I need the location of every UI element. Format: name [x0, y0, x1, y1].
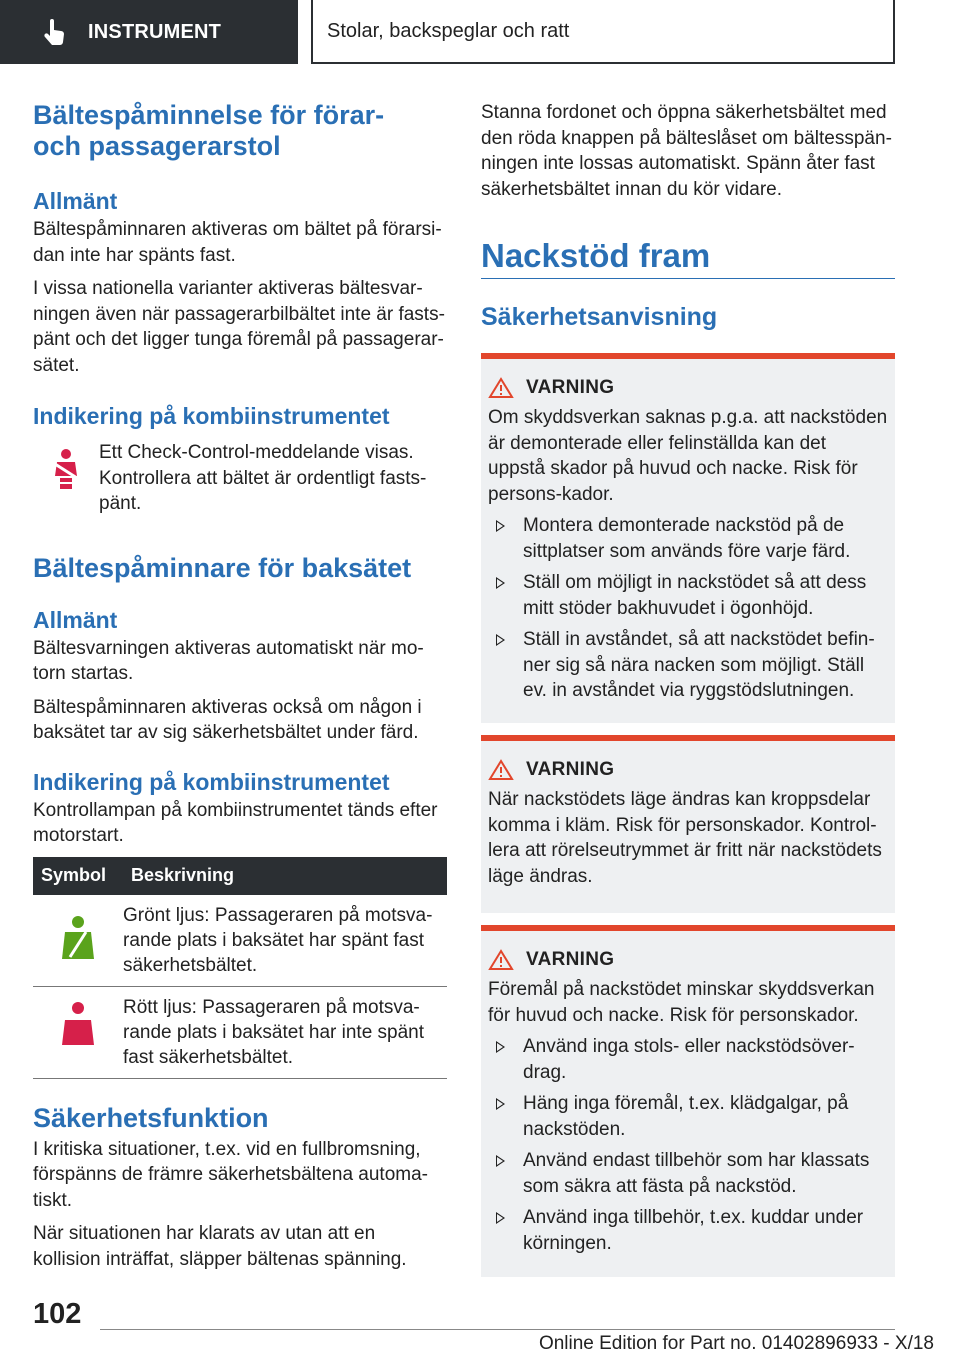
- triangle-bullet-icon: [496, 1041, 505, 1053]
- warning-triangle-icon: [488, 759, 514, 781]
- list-item: [481, 570, 895, 621]
- table-row: [33, 986, 447, 1078]
- paragraph: I kritiska situationer, t.ex. vid en fullbromsning, förspänns de främre säkerhetsbältena automa-tiskt.: [33, 1138, 428, 1211]
- triangle-bullet-icon: [496, 577, 505, 589]
- list-item-text: Använd endast tillbehör som har klassats som säkra att fästa på nackstöd.: [523, 1150, 870, 1197]
- triangle-bullet-icon: [496, 1155, 505, 1167]
- triangle-bullet-icon: [496, 1098, 505, 1110]
- list-item-text: Använd inga stols- eller nackstödsöver-drag.: [523, 1036, 855, 1083]
- list-item-text: Häng inga föremål, t.ex. klädgalgar, på nackstöden.: [523, 1093, 849, 1140]
- warning-title: VARNING: [526, 949, 615, 970]
- warning-list: [481, 1034, 895, 1256]
- table-header-row: [33, 857, 447, 895]
- triangle-bullet-icon: [496, 1212, 505, 1224]
- list-item-text: Använd inga tillbehör, t.ex. kuddar under körningen.: [523, 1207, 864, 1254]
- list-item: [481, 1205, 895, 1256]
- red-seatbelt-icon: [33, 986, 123, 1078]
- page-header: [0, 0, 960, 66]
- left-column: [33, 100, 447, 1272]
- paragraph: När situationen har klarats av utan att en kollision inträffat, släpper bältenas spänning.: [33, 1223, 407, 1270]
- section-heading-belt-reminder-front: Bältespåminnelse för förar- och passagerarstol: [33, 100, 385, 161]
- check-control-block: [33, 440, 447, 517]
- list-item-text: Montera demonterade nackstöd på de sittplatser som används före varje färd.: [523, 515, 851, 562]
- warning-triangle-icon: [488, 949, 514, 971]
- subheading-instrument-indication: Indikering på kombiinstrumentet: [33, 768, 390, 795]
- list-item-text: Ställ om möjligt in nackstödet så att dess mitt stöder bakhuvudet i ögonhöjd.: [523, 572, 867, 619]
- subheading-instrument-indication: Indikering på kombiinstrumentet: [33, 403, 390, 429]
- header-chapter-label: INSTRUMENT: [88, 20, 222, 43]
- title-rule: [481, 278, 895, 279]
- section-title-front-headrest: Nackstöd fram: [481, 237, 711, 274]
- header-topic-box: [311, 0, 895, 64]
- paragraph: I vissa nationella varianter aktiveras bältesvar-ningen även när passagerarbilbältet inte är fasts-pänt och det ligger tunga föremål på passagerar-sätet.: [33, 278, 445, 376]
- warning-box-3: [481, 925, 895, 1277]
- green-seatbelt-icon: [33, 895, 123, 987]
- paragraph: Bältesvarningen aktiveras automatiskt när mo-torn startas.: [33, 637, 424, 684]
- paragraph: Bältespåminnaren aktiveras också om någon i baksätet tar av sig säkerhetsbältet under färd.: [33, 696, 422, 743]
- subheading-general: Allmänt: [33, 606, 118, 633]
- table-header-description: Beskrivning: [123, 857, 447, 895]
- right-column: [481, 100, 895, 1277]
- table-header-symbol: Symbol: [33, 857, 123, 895]
- warning-triangle-icon: [488, 377, 514, 399]
- page-number: 102: [33, 1298, 82, 1330]
- paragraph: Ett Check-Control-meddelande visas. Kontrollera att bältet är ordentligt fasts-pänt.: [99, 442, 427, 514]
- list-item: [481, 1034, 895, 1085]
- warning-title: VARNING: [526, 759, 615, 780]
- triangle-bullet-icon: [496, 520, 505, 532]
- list-item: [481, 1148, 895, 1199]
- warning-title: VARNING: [526, 377, 615, 398]
- subheading-safety-notice: Säkerhetsanvisning: [481, 303, 718, 331]
- triangle-bullet-icon: [496, 634, 505, 646]
- section-heading-rear-belt-reminder: Bältespåminnare för baksätet: [33, 552, 412, 583]
- header-topic-label: Stolar, backspeglar och ratt: [327, 19, 570, 42]
- warning-text: Föremål på nackstödet minskar skyddsverkan för huvud och nacke. Risk för personskador.: [488, 979, 875, 1026]
- footer-edition: Online Edition for Part no. 01402896933 - X/18: [538, 1333, 934, 1354]
- list-item: [481, 1091, 895, 1142]
- symbol-table: [33, 857, 447, 1079]
- section-heading-safety-function: Säkerhetsfunktion: [33, 1102, 269, 1133]
- paragraph: Stanna fordonet och öppna säkerhetsbältet med den röda knappen på bälteslåset om bältesspän-ningen inte lossas automatiskt. Spänn åter fast säkerhetsbältet innan du kör vidare.: [481, 102, 892, 200]
- paragraph: Kontrollampan på kombiinstrumentet tänds efter motorstart.: [33, 799, 438, 846]
- list-item: [481, 627, 895, 704]
- warning-box-1: [481, 353, 895, 723]
- header-section-tab: [0, 0, 298, 64]
- table-cell-description: Rött ljus: Passageraren på motsva-rande plats i baksätet har inte spänt fast säkerhetsbältet.: [123, 986, 447, 1078]
- list-item-text: Ställ in avståndet, så att nackstödet befin-ner sig så nära nacken som möjligt. Ställ ev. in avståndet via ryggstödslutningen.: [523, 629, 875, 701]
- footer-rule: [100, 1329, 895, 1330]
- table-cell-description: Grönt ljus: Passageraren på motsva-rande plats i baksätet har spänt fast säkerhetsbältet.: [123, 895, 447, 987]
- warning-text: Om skyddsverkan saknas p.g.a. att nackstöden är demonterade eller felinställda kan det uppstå skador på huvud och nacke. Risk för persons-kador.: [488, 407, 888, 505]
- seatbelt-warning-icon: [33, 440, 99, 517]
- subheading-general: Allmänt: [33, 188, 118, 214]
- warning-box-2: [481, 735, 895, 913]
- warning-text: När nackstödets läge ändras kan kroppsdelar komma i kläm. Risk för personskador. Kontrol-lera att rörelseutrymmet är fritt när nackstödets läge ändras.: [488, 789, 882, 887]
- list-item: [481, 513, 895, 564]
- pointing-hand-icon: [40, 18, 68, 46]
- paragraph: Bältespåminnaren aktiveras om bältet på förarsi-dan inte har spänts fast.: [33, 219, 442, 266]
- warning-list: [481, 513, 895, 704]
- table-row: [33, 895, 447, 987]
